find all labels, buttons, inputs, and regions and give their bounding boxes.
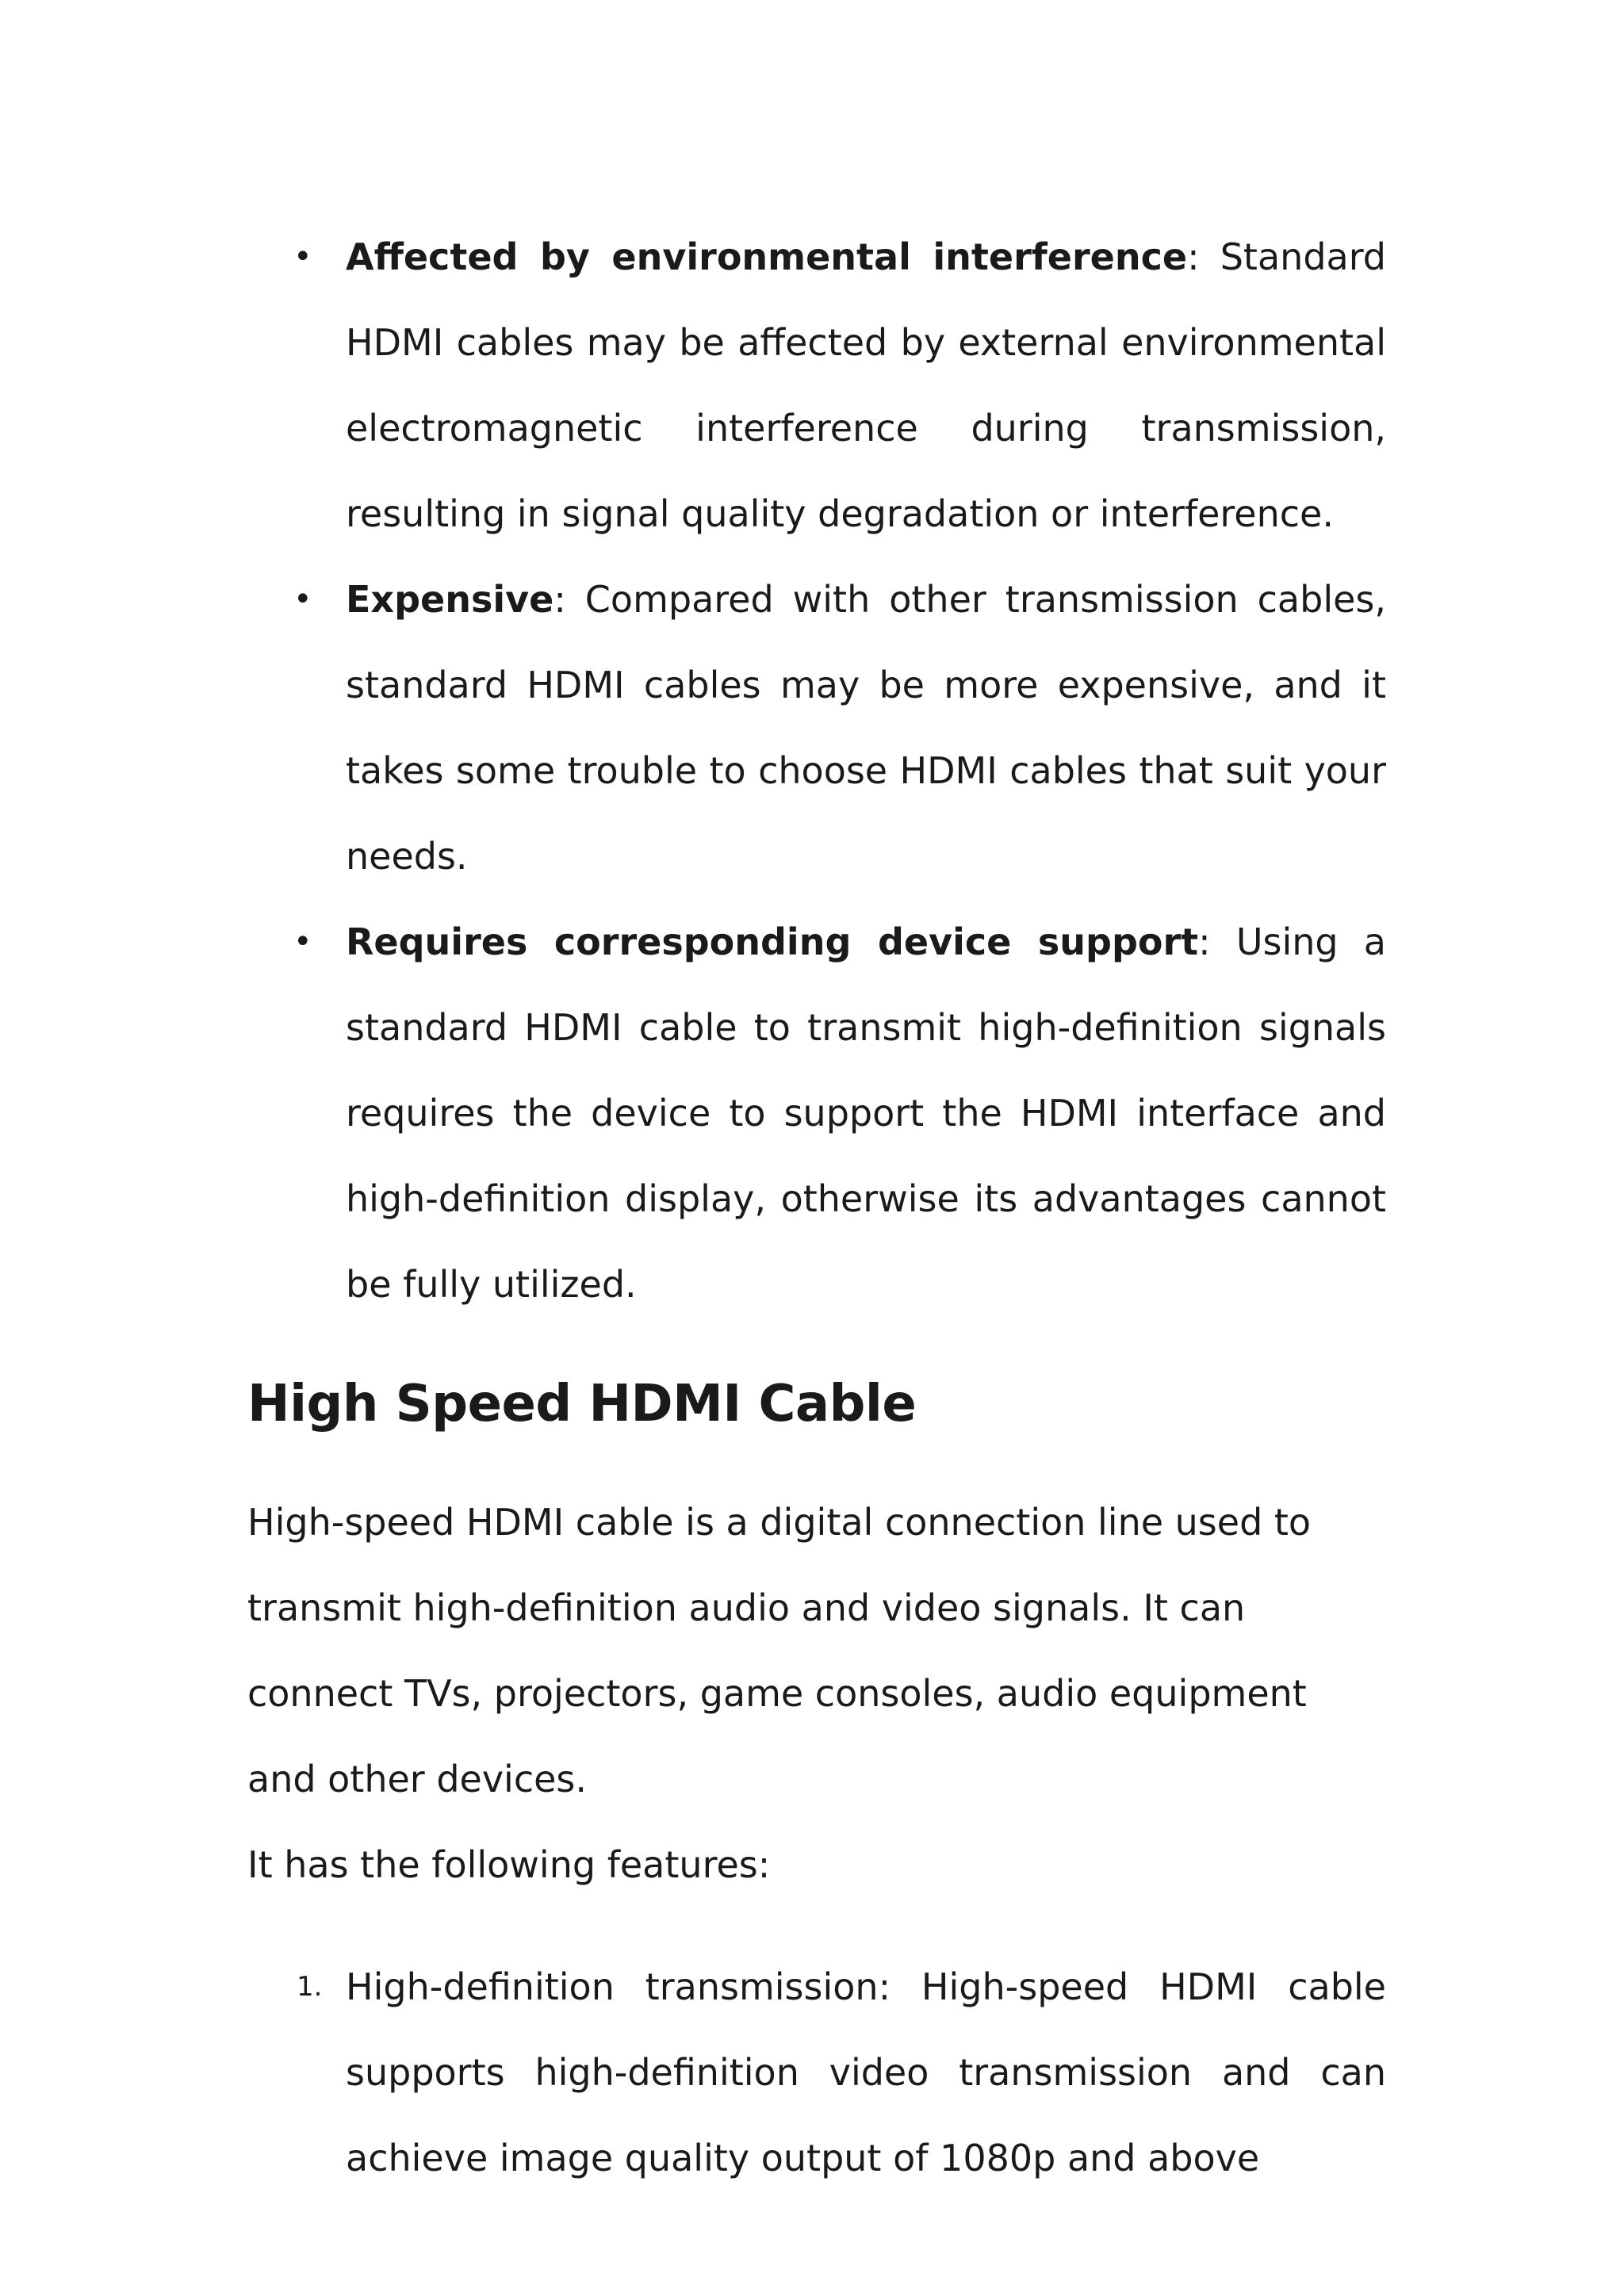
bullet-text: : Compared with other transmission cables, standard HDMI cables may be more expensive, and it takes some trouble to choose HDMI cables that suit your needs. — [346, 578, 1386, 878]
section-heading: High Speed HDMI Cable — [247, 1375, 917, 1433]
list-item — [247, 1944, 1386, 2201]
section-intro: High-speed HDMI cable is a digital connection line used to transmit high-definition audio and video signals. It can connect TVs, projectors, game consoles, audio equipment and other devices. — [247, 1501, 1312, 1800]
disadvantages-list — [247, 214, 1386, 1327]
features-list — [247, 1944, 1386, 2201]
page-content — [247, 214, 1386, 2201]
feature-text: High-definition transmission: High-speed HDMI cable supports high-definition video transmission and can achieve image quality output of 1080p and above — [346, 1965, 1386, 2179]
bullet-icon: • — [293, 924, 312, 960]
list-item — [247, 899, 1386, 1327]
features-lead: It has the following features: — [247, 1843, 771, 1886]
list-number: 1. — [297, 1971, 323, 2003]
bullet-text: : Standard HDMI cables may be affected by external environmental electromagnetic interference during transmission, resulting in signal quality degradation or interference. — [346, 235, 1387, 535]
bullet-icon: • — [293, 581, 312, 618]
bullet-term: Requires corresponding device support — [346, 920, 1199, 963]
bullet-term: Affected by environmental interference — [346, 235, 1188, 278]
list-item — [247, 557, 1386, 899]
list-item — [247, 214, 1386, 557]
bullet-icon: • — [293, 239, 312, 275]
bullet-text: : Using a standard HDMI cable to transmit high-definition signals requires the device to support the HDMI interface and high-definition display, otherwise its advantages cannot be fully utilized. — [346, 920, 1386, 1306]
bullet-term: Expensive — [346, 578, 554, 621]
